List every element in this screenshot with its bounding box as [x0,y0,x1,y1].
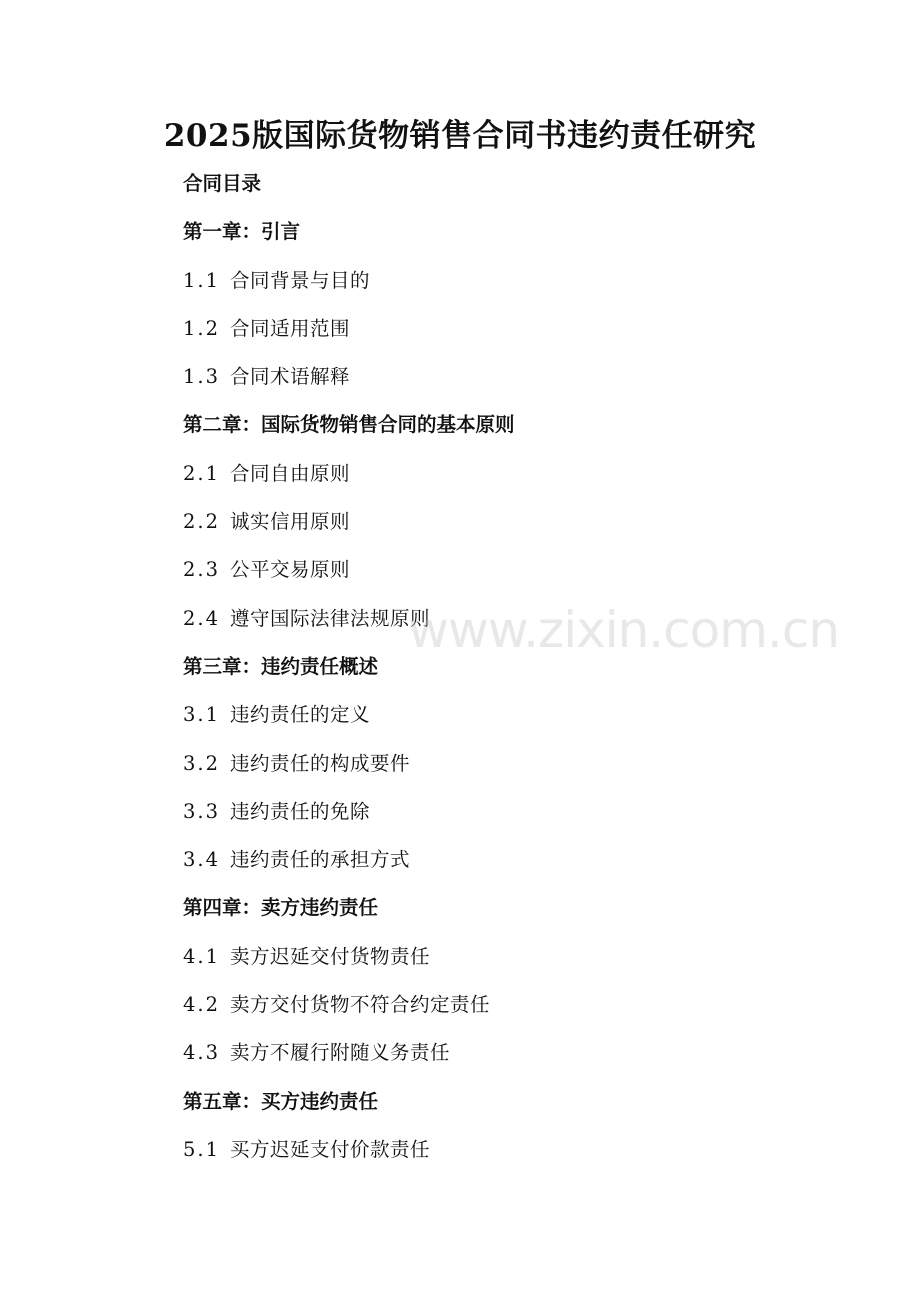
toc-item-number: 3.3 [183,799,221,823]
toc-item-text: 卖方交付货物不符合约定责任 [230,993,491,1017]
toc-item [183,691,863,739]
toc-item-text: 合同自由原则 [230,461,351,485]
toc-item-number: 3.4 [183,848,221,872]
toc-item [183,1029,863,1077]
toc-item-number: 3.2 [183,751,221,775]
toc-item-text: 合同术语解释 [230,365,351,389]
toc-item-text: 违约责任的定义 [230,703,371,727]
toc-item-number: 4.2 [183,993,221,1017]
toc-item [183,498,863,546]
toc-item [183,353,863,401]
document-title: 2025版国际货物销售合同书违约责任研究 [163,118,757,154]
toc-item [183,981,863,1029]
toc-item-number: 2.1 [183,461,221,485]
toc-item-number: 2.3 [183,558,221,582]
toc-item [183,595,863,643]
toc-item [183,933,863,981]
toc-item-number: 1.3 [183,365,221,389]
toc-item [183,257,863,305]
toc-item-text: 买方迟延支付价款责任 [230,1137,431,1161]
toc-item [183,546,863,594]
toc-item-text: 违约责任的免除 [230,799,371,823]
chapter-heading: 第三章：违约责任概述 [183,654,379,678]
toc-item-number: 4.1 [183,944,221,968]
toc-item-number: 1.2 [183,316,221,340]
toc-item [183,450,863,498]
toc-item-number: 2.2 [183,510,221,534]
toc-item-number: 1.1 [183,268,221,292]
watermark: www.zixin.com.cn [408,601,840,659]
toc-item [183,788,863,836]
chapter-heading: 第五章：买方违约责任 [183,1089,379,1113]
toc-item-text: 违约责任的承担方式 [230,848,411,872]
toc-item-text: 合同背景与目的 [230,268,371,292]
toc-item-text: 违约责任的构成要件 [230,751,411,775]
chapter-heading: 第一章：引言 [183,220,301,244]
toc-item [183,836,863,884]
chapter-heading: 第四章：卖方违约责任 [183,896,379,920]
toc-item-text: 合同适用范围 [230,316,351,340]
toc-item [183,1126,863,1174]
toc-item-text: 遵守国际法律法规原则 [230,606,431,630]
toc-item [183,740,863,788]
toc-heading: 合同目录 [183,172,262,195]
toc-item-number: 2.4 [183,606,221,630]
toc-item-text: 诚实信用原则 [230,510,351,534]
toc-item [183,305,863,353]
toc-item-number: 5.1 [183,1137,221,1161]
chapter-heading: 第二章：国际货物销售合同的基本原则 [183,413,515,437]
table-of-contents [183,160,863,1174]
toc-item-text: 公平交易原则 [230,558,351,582]
toc-item-text: 卖方迟延交付货物责任 [230,944,431,968]
toc-item-text: 卖方不履行附随义务责任 [230,1041,451,1065]
toc-item-number: 3.1 [183,703,221,727]
toc-item-number: 4.3 [183,1041,221,1065]
